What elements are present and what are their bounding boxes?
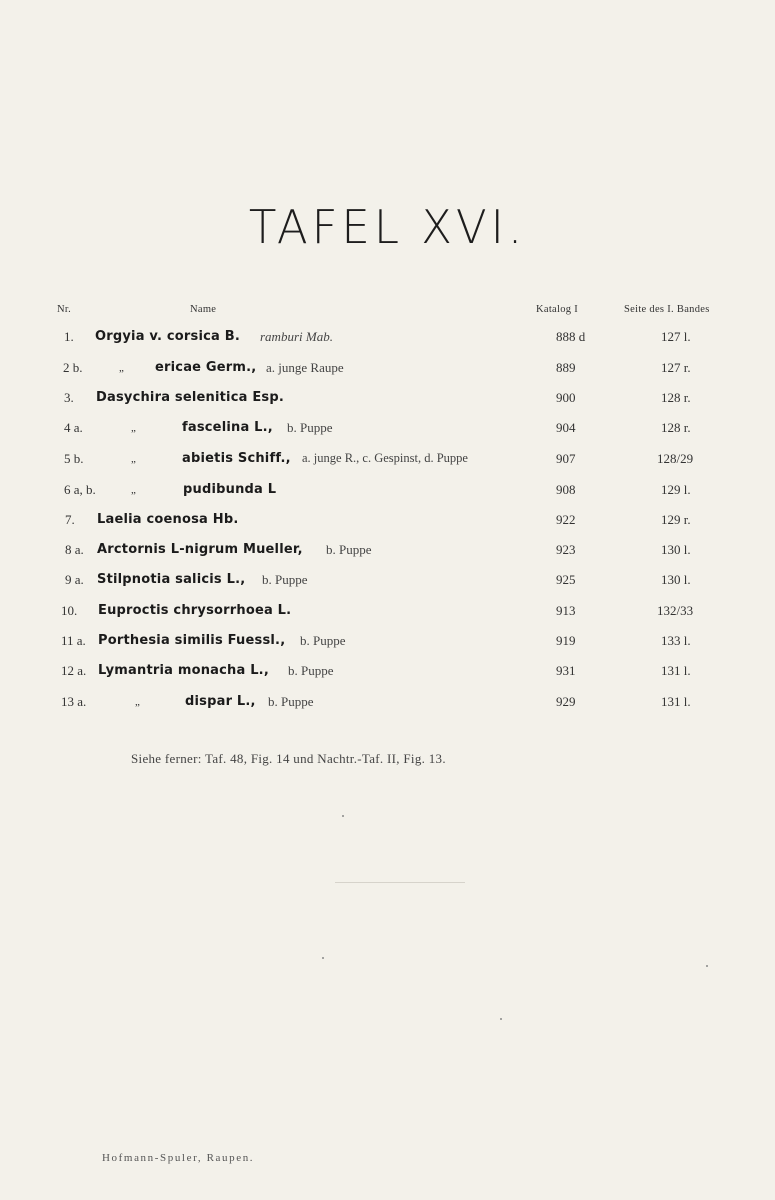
row-seite: 128 r. xyxy=(661,390,691,405)
table-row xyxy=(0,482,775,506)
page-title: TAFEL XVI. xyxy=(248,200,527,254)
row-katalog: 904 xyxy=(556,420,576,435)
table-row xyxy=(0,420,775,444)
row-name: Euproctis chrysorrhoea L. xyxy=(98,603,292,618)
table-row xyxy=(0,360,775,384)
table-row xyxy=(0,572,775,596)
row-seite: 128 r. xyxy=(661,420,691,435)
footer-imprint: Hofmann-Spuler, Raupen. xyxy=(102,1152,255,1164)
row-nr: 1. xyxy=(64,329,74,344)
row-nr: 9 a. xyxy=(65,572,84,587)
row-nr: 12 a. xyxy=(61,663,87,678)
paper-speck xyxy=(500,1018,502,1020)
row-seite: 131 l. xyxy=(661,694,691,709)
row-katalog: 888 d xyxy=(556,329,586,344)
row-extra: b. Puppe xyxy=(268,694,314,709)
row-extra: a. junge Raupe xyxy=(266,360,344,375)
row-katalog: 889 xyxy=(556,360,576,375)
table-row xyxy=(0,542,775,566)
header-nr: Nr. xyxy=(57,304,72,315)
table-row xyxy=(0,694,775,718)
header-seite: Seite des I. Bandes xyxy=(624,304,710,315)
table-row xyxy=(0,329,775,353)
row-extra: b. Puppe xyxy=(287,420,333,435)
row-name: ericae Germ., xyxy=(155,360,257,375)
row-seite: 127 l. xyxy=(661,329,691,344)
row-seite: 131 l. xyxy=(661,663,691,678)
footnote: Siehe ferner: Taf. 48, Fig. 14 und Nachtr.-Taf. II, Fig. 13. xyxy=(131,751,446,766)
row-nr: 11 a. xyxy=(61,633,86,648)
row-name: Porthesia similis Fuessl., xyxy=(98,633,286,648)
row-name: Laelia coenosa Hb. xyxy=(97,512,239,527)
paper-speck xyxy=(706,965,708,967)
row-nr: 2 b. xyxy=(63,360,83,375)
row-extra: b. Puppe xyxy=(288,663,334,678)
row-seite: 129 r. xyxy=(661,512,691,527)
table-row xyxy=(0,663,775,687)
row-seite: 130 l. xyxy=(661,542,691,557)
paper-speck xyxy=(342,815,344,817)
row-katalog: 919 xyxy=(556,633,576,648)
row-name: Dasychira selenitica Esp. xyxy=(96,390,284,405)
row-ditto-mark: „ xyxy=(131,484,136,496)
row-seite: 127 r. xyxy=(661,360,691,375)
row-name: dispar L., xyxy=(185,694,256,709)
row-katalog: 907 xyxy=(556,451,576,466)
row-nr: 4 a. xyxy=(64,420,83,435)
row-name: fascelina L., xyxy=(182,420,273,435)
table-row xyxy=(0,603,775,627)
row-nr: 10. xyxy=(61,603,78,618)
row-name: Arctornis L-nigrum Mueller, xyxy=(97,542,303,557)
row-katalog: 929 xyxy=(556,694,576,709)
row-extra: b. Puppe xyxy=(262,572,308,587)
table-row xyxy=(0,633,775,657)
row-ditto-mark: „ xyxy=(131,422,136,434)
row-extra: a. junge R., c. Gespinst, d. Puppe xyxy=(302,451,468,465)
header-katalog: Katalog I xyxy=(536,304,579,315)
row-name: Lymantria monacha L., xyxy=(98,663,269,678)
table-row xyxy=(0,451,775,475)
divider xyxy=(335,882,465,883)
row-katalog: 922 xyxy=(556,512,576,527)
row-katalog: 900 xyxy=(556,390,576,405)
row-extra: b. Puppe xyxy=(300,633,346,648)
row-nr: 8 a. xyxy=(65,542,84,557)
row-katalog: 931 xyxy=(556,663,576,678)
row-extra: b. Puppe xyxy=(326,542,372,557)
header-name: Name xyxy=(190,304,217,315)
paper-speck xyxy=(322,957,324,959)
row-seite: 132/33 xyxy=(657,603,694,618)
row-katalog: 913 xyxy=(556,603,576,618)
row-name: Orgyia v. corsica B. xyxy=(95,329,240,344)
row-nr: 7. xyxy=(65,512,75,527)
table-row xyxy=(0,390,775,414)
row-katalog: 908 xyxy=(556,482,576,497)
table-row xyxy=(0,512,775,536)
row-nr: 5 b. xyxy=(64,451,84,466)
row-seite: 128/29 xyxy=(657,451,694,466)
row-katalog: 925 xyxy=(556,572,576,587)
row-ditto-mark: „ xyxy=(135,696,140,708)
row-name: abietis Schiff., xyxy=(182,451,291,466)
row-name: pudibunda L xyxy=(183,482,277,497)
row-seite: 130 l. xyxy=(661,572,691,587)
row-ditto-mark: „ xyxy=(131,453,136,465)
row-katalog: 923 xyxy=(556,542,576,557)
row-seite: 133 l. xyxy=(661,633,691,648)
row-name: Stilpnotia salicis L., xyxy=(97,572,246,587)
row-nr: 3. xyxy=(64,390,74,405)
row-nr: 13 a. xyxy=(61,694,87,709)
row-nr: 6 a, b. xyxy=(64,482,96,497)
row-extra: ramburi Mab. xyxy=(260,329,333,344)
row-ditto-mark: „ xyxy=(119,362,124,374)
row-seite: 129 l. xyxy=(661,482,691,497)
